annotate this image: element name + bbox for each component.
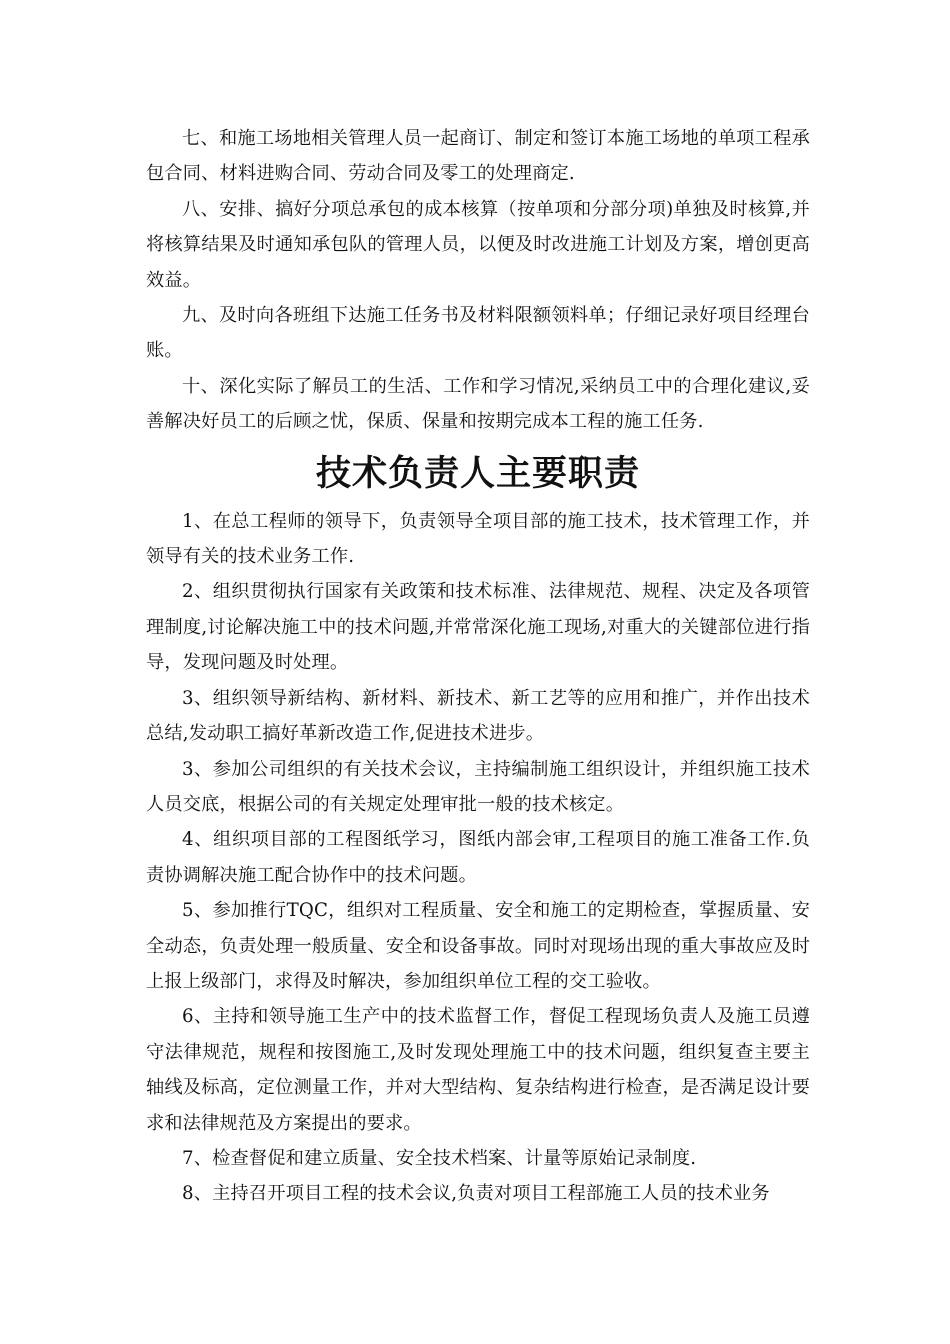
paragraph-item-8: 八、安排、搞好分项总承包的成本核算（按单项和分部分项)单独及时核算,并将核算结果及时通知承包队的管理人员，以便及时改进施工计划及方案，增创更高效益。	[146, 198, 810, 291]
paragraph-item-9: 九、及时向各班组下达施工任务书及材料限额领料单；仔细记录好项目经理台账。	[146, 305, 810, 362]
duty-item-6: 6、主持和领导施工生产中的技术监督工作，督促工程现场负责人及施工员遵守法律规范，规程和按图施工,及时发现处理施工中的技术问题，组织复查主要主轴线及标高，定位测量工作，并对大型结构、复杂结构进行检查，是否满足设计要求和法律规范及方案提出的要求。	[146, 1006, 810, 1134]
duty-item-7: 7、检查督促和建立质量、安全技术档案、计量等原始记录制度.	[182, 1147, 697, 1169]
duty-item-8: 8、主持召开项目工程的技术会议,负责对项目工程部施工人员的技术业务	[182, 1183, 770, 1205]
section-title: 技术负责人主要职责	[315, 453, 640, 494]
duty-item-3b: 3、参加公司组织的有关技术会议，主持编制施工组织设计，并组织施工技术人员交底，根据公司的有关规定处理审批一般的技术核定。	[146, 758, 810, 815]
duty-item-5: 5、参加推行TQC，组织对工程质量、安全和施工的定期检查，掌握质量、安全动态，负责处理一般质量、安全和设备事故。同时对现场出现的重大事故应及时上报上级部门，求得及时解决，参加组织单位工程的交工验收。	[146, 900, 810, 992]
duty-item-2: 2、组织贯彻执行国家有关政策和技术标准、法律规范、规程、决定及各项管理制度,讨论解决施工中的技术问题,并常常深化施工现场,对重大的关键部位进行指导，发现问题及时处理。	[146, 581, 810, 674]
duty-item-3a: 3、组织领导新结构、新材料、新技术、新工艺等的应用和推广，并作出技术总结,发动职工搞好革新改造工作,促进技术进步。	[146, 687, 810, 745]
paragraph-item-10: 十、深化实际了解员工的生活、工作和学习情况,采纳员工中的合理化建议,妥善解决好员工的后顾之忧，保质、保量和按期完成本工程的施工任务.	[146, 375, 810, 433]
duty-item-1: 1、在总工程师的领导下，负责领导全项目部的施工技术，技术管理工作，并领导有关的技术业务工作.	[146, 510, 810, 568]
document-page	[146, 121, 810, 1212]
duty-item-4: 4、组织项目部的工程图纸学习，图纸内部会审,工程项目的施工准备工作.负责协调解决施工配合协作中的技术问题。	[146, 829, 810, 886]
paragraph-item-7: 七、和施工场地相关管理人员一起商订、制定和签订本施工场地的单项工程承包合同、材料进购合同、劳动合同及零工的处理商定.	[146, 128, 810, 185]
